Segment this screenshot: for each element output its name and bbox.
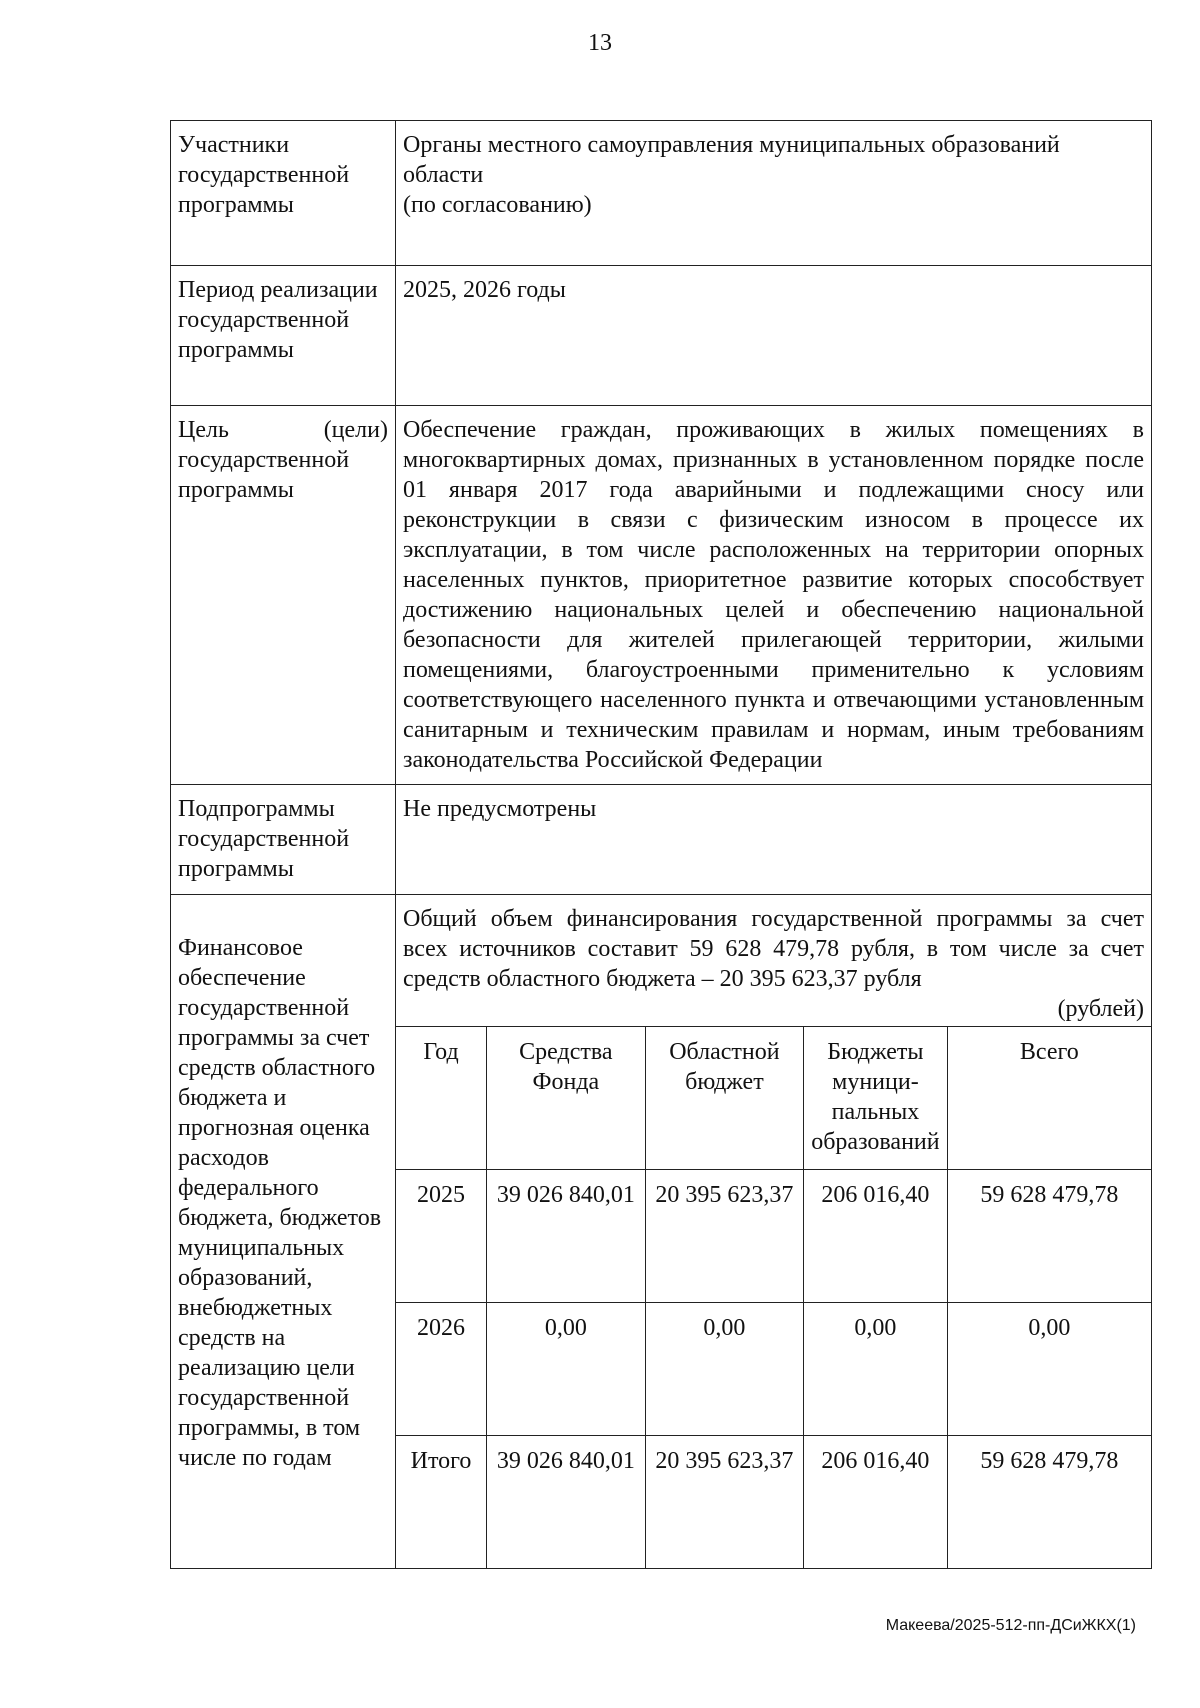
cell-regional: 20 395 623,37: [645, 1436, 804, 1569]
page-number: 13: [588, 30, 612, 56]
cell-fund: 39 026 840,01: [487, 1170, 646, 1303]
cell-total: 59 628 479,78: [947, 1170, 1151, 1303]
funding-table-header: [396, 1027, 1151, 1170]
subprograms-value: Не предусмотрены: [396, 785, 1152, 895]
funding-unit: (рублей): [1057, 996, 1144, 1022]
table-row: [396, 1170, 1151, 1303]
funding-row: [171, 895, 1152, 1569]
cell-fund: 39 026 840,01: [487, 1436, 646, 1569]
funding-intro: Общий объем финансирования государственной программы за счет всех источников составит 59 628 479,78 рубля, в том числе за счет средств областного бюджета – 20 395 623,37 рубля: [403, 906, 1144, 992]
goal-label: [171, 406, 396, 785]
goal-label-right: (цели): [323, 417, 388, 443]
cell-municipal: 206 016,40: [804, 1436, 947, 1569]
funding-label: Финансовое обеспечение государственной программы за счет средств областного бюджета и прогнозная оценка расходов федерального бюджета, бюджетов муниципальных образований, внебюджетных средств на реализацию цели государственной программы, в том числе по годам: [171, 895, 396, 1569]
cell-regional: 0,00: [645, 1303, 804, 1436]
period-label: Период реализации государственной программы: [171, 266, 396, 406]
goal-label-rest: государственной программы: [178, 447, 350, 503]
goal-value: Обеспечение граждан, проживающих в жилых помещениях в многоквартирных домах, признанных в установленном порядке после 01 января 2017 года аварийными и подлежащими сносу или реконструкции в связи с физическим износом в процессе их эксплуатации, в том числе расположенных на территории опорных населенных пунктов, приоритетное развитие которых способствует достижению национальных целей и обеспечению национальной безопасности для жителей прилегающей территории, жилыми помещениями, благоустроенными применительно к условиям соответствующего населенного пункта и отвечающими установленным санитарным и техническим правилам и нормам, иным требованиям законодательства Российской Федерации: [396, 406, 1152, 785]
cell-municipal: 206 016,40: [804, 1170, 947, 1303]
table-row: [396, 1436, 1151, 1569]
participants-value: [396, 121, 1152, 266]
cell-year: 2025: [396, 1170, 487, 1303]
participants-row: [171, 121, 1152, 266]
col-header-year: Год: [396, 1027, 487, 1170]
cell-municipal: 0,00: [804, 1303, 947, 1436]
participants-value-line: Органы местного самоуправления муниципальных образований области: [403, 132, 1060, 188]
goal-row: [171, 406, 1152, 785]
goal-label-line: [178, 415, 388, 445]
col-header-municipal: Бюджеты муници-пальных образований: [804, 1027, 947, 1170]
participants-value-note: (по согласованию): [403, 192, 592, 218]
cell-total: 0,00: [947, 1303, 1151, 1436]
cell-year: 2026: [396, 1303, 487, 1436]
cell-fund: 0,00: [487, 1303, 646, 1436]
cell-total: 59 628 479,78: [947, 1436, 1151, 1569]
period-row: [171, 266, 1152, 406]
funding-value: [396, 895, 1152, 1569]
subprograms-row: [171, 785, 1152, 895]
document-footer-code: Макеева/2025-512-пп-ДСиЖКХ(1): [885, 1617, 1136, 1634]
col-header-regional: Областной бюджет: [645, 1027, 804, 1170]
cell-regional: 20 395 623,37: [645, 1170, 804, 1303]
program-passport-table: [170, 120, 1152, 1569]
participants-label: Участники государственной программы: [171, 121, 396, 266]
funding-table: [396, 1026, 1151, 1568]
cell-year: Итого: [396, 1436, 487, 1569]
subprograms-label: Подпрограммы государственной программы: [171, 785, 396, 895]
period-value: 2025, 2026 годы: [396, 266, 1152, 406]
goal-label-left: Цель: [178, 417, 229, 443]
table-row: [396, 1303, 1151, 1436]
col-header-total: Всего: [947, 1027, 1151, 1170]
col-header-fund: Средства Фонда: [487, 1027, 646, 1170]
